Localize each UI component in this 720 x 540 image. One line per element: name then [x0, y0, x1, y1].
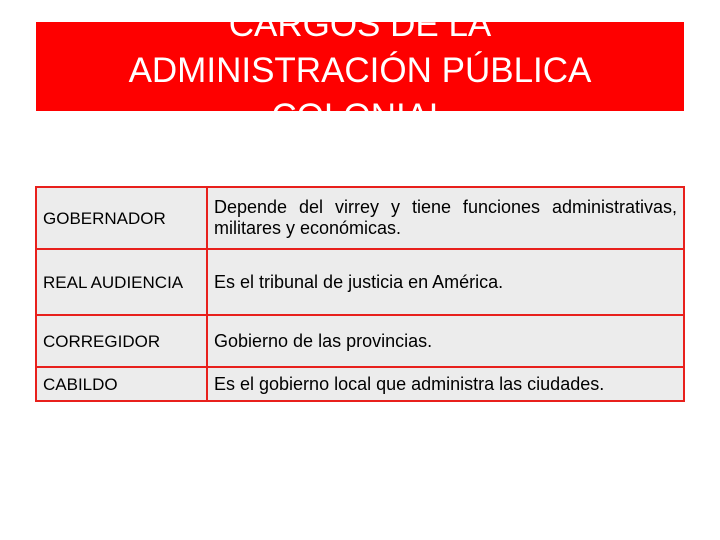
title-line-2: ADMINISTRACIÓN PÚBLICA [128, 51, 592, 90]
title-line-1: CARGOS DE LA [228, 5, 492, 44]
title-line-3: COLONIAL [271, 97, 449, 136]
description-cell: Es el tribunal de justicia en América. [207, 249, 684, 315]
slide-title [36, 2, 684, 140]
table-row [36, 187, 684, 249]
term-cell: CORREGIDOR [36, 315, 207, 367]
description-cell: Depende del virrey y tiene funciones administrativas, militares y económicas. [207, 187, 684, 249]
term-cell: CABILDO [36, 367, 207, 401]
description-cell: Gobierno de las provincias. [207, 315, 684, 367]
table-row [36, 249, 684, 315]
term-cell: GOBERNADOR [36, 187, 207, 249]
table-row [36, 367, 684, 401]
term-cell: REAL AUDIENCIA [36, 249, 207, 315]
roles-table [35, 186, 685, 402]
table-row [36, 315, 684, 367]
description-cell: Es el gobierno local que administra las ciudades. [207, 367, 684, 401]
title-band [36, 5, 684, 136]
